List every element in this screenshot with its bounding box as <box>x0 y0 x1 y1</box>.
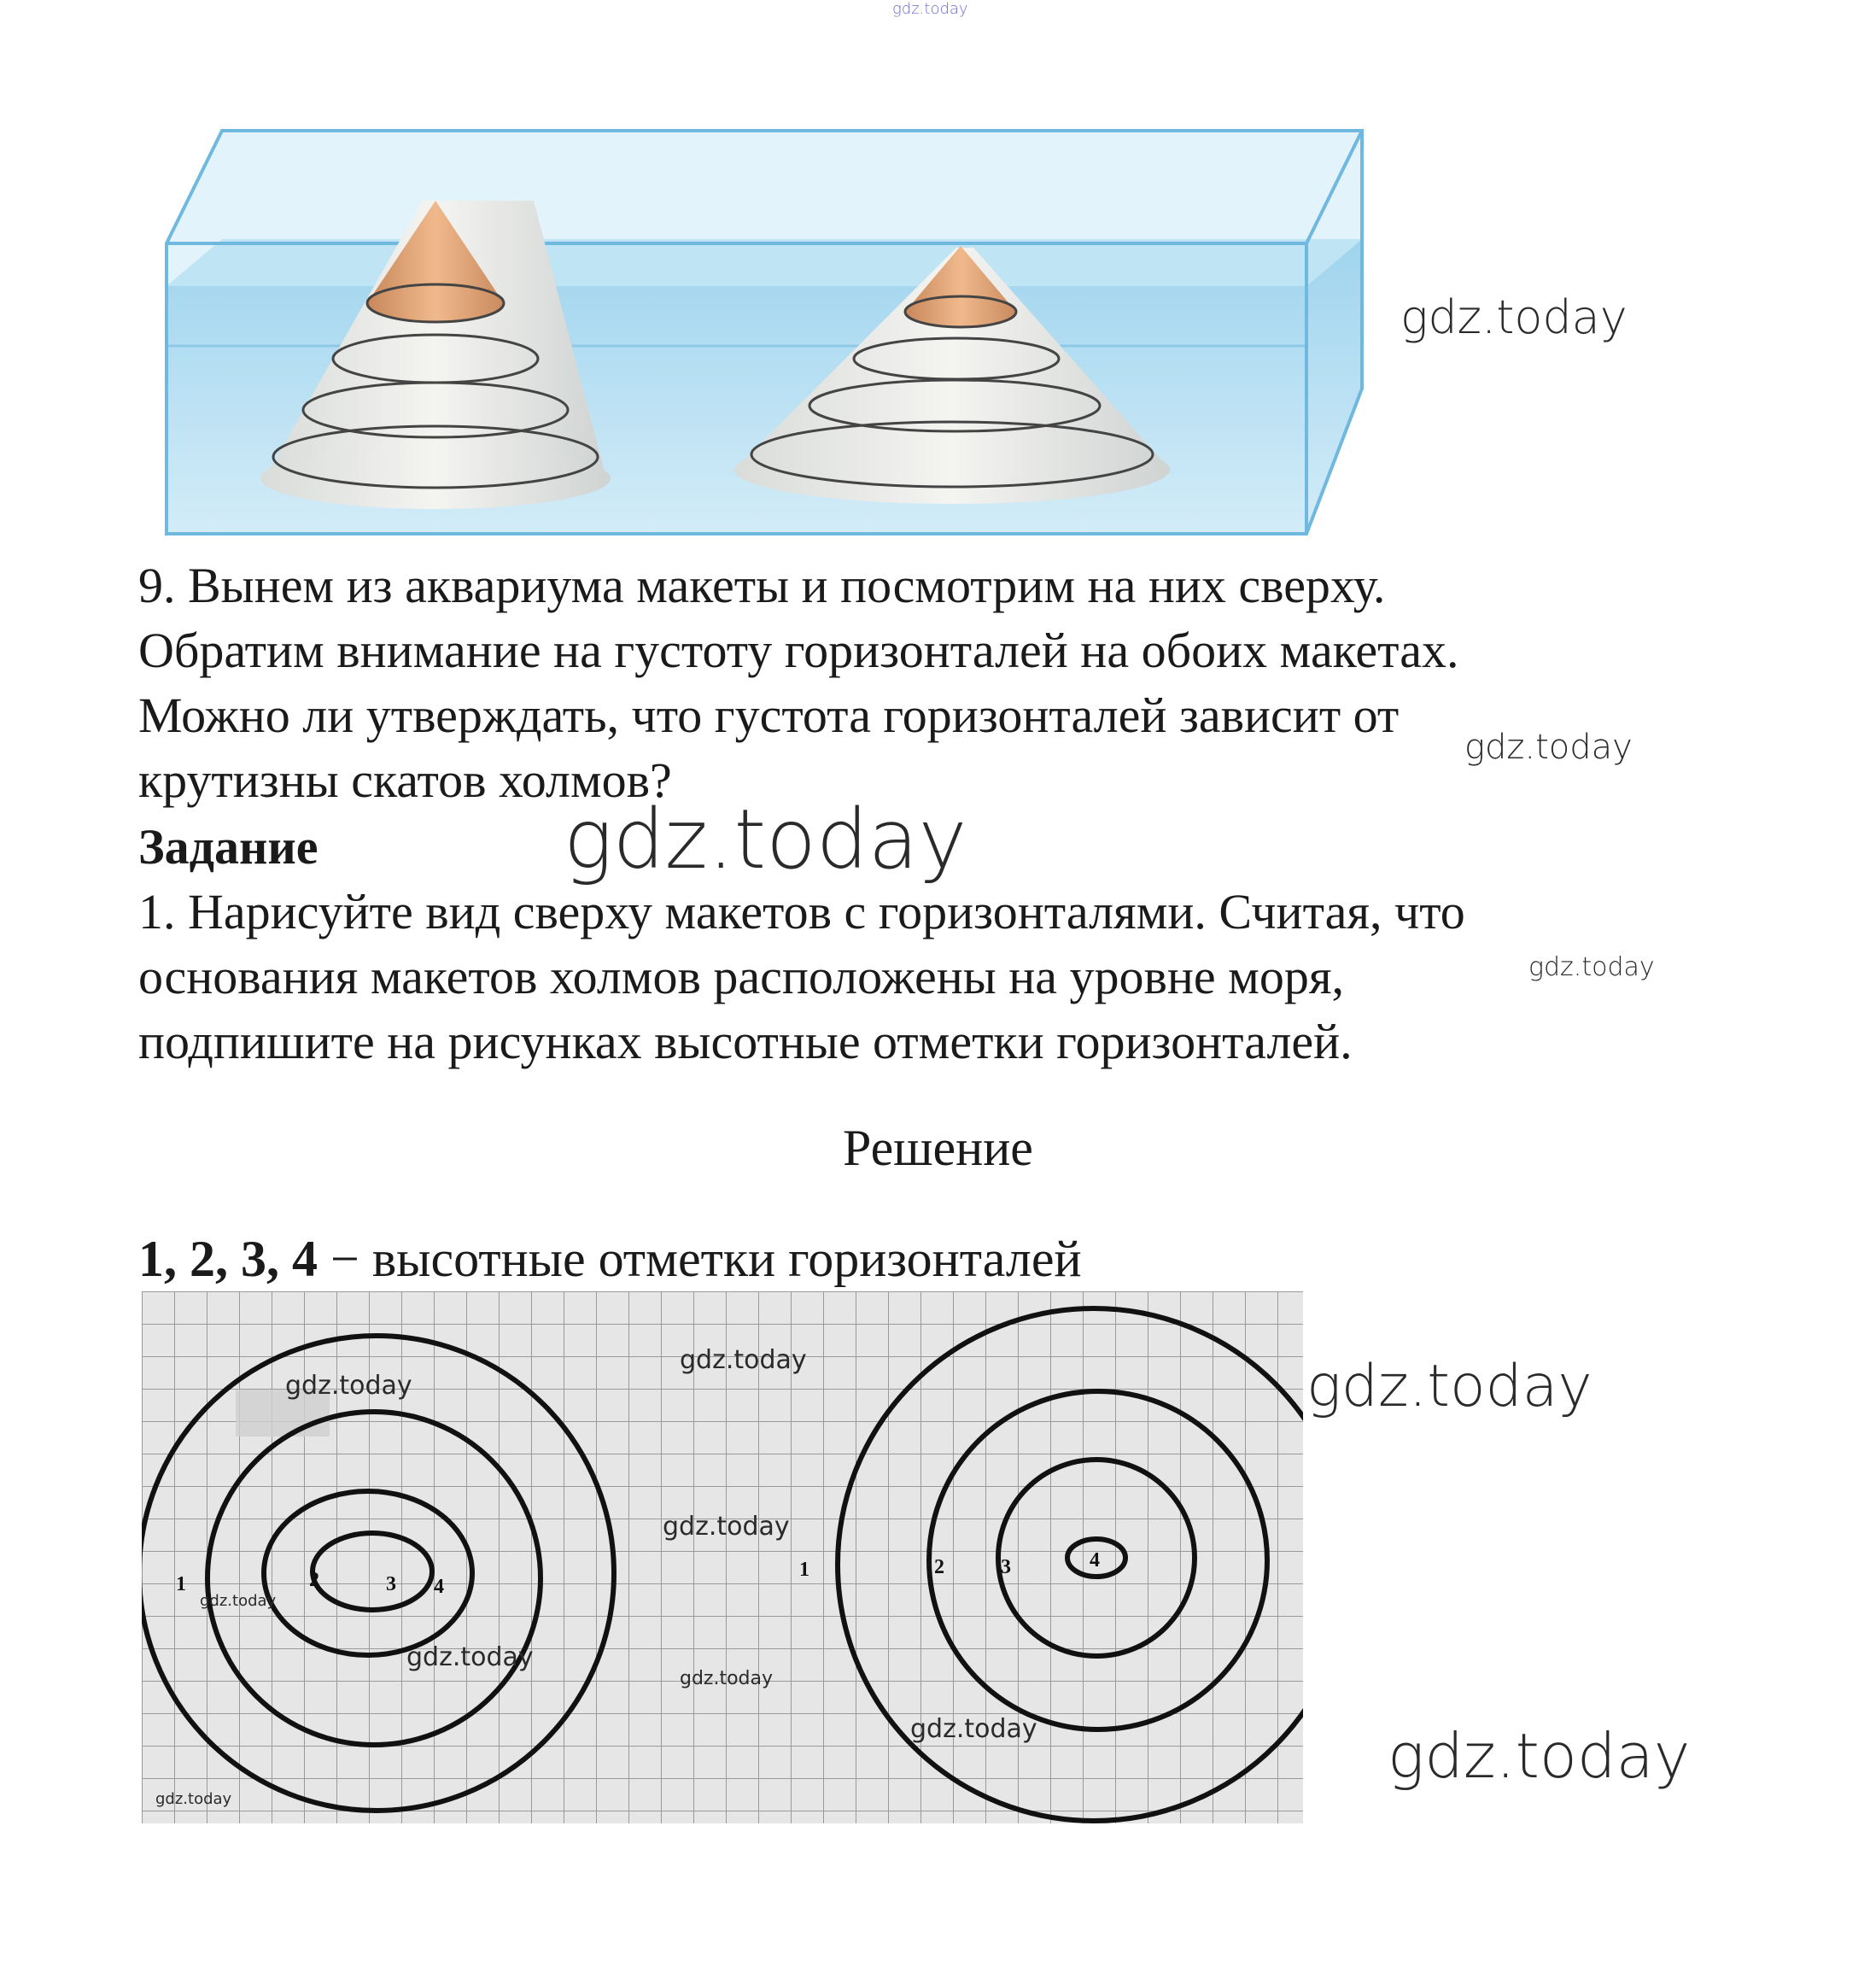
map-watermark: gdz.today <box>680 1345 807 1375</box>
right-contour-label-1: 1 <box>799 1559 809 1581</box>
map-watermark: gdz.today <box>663 1512 790 1542</box>
aquarium-illustration <box>154 120 1383 547</box>
solution-legend <box>138 1230 1082 1289</box>
question-line: 9. Вынем из аквариума макеты и посмотрим на них сверху. <box>138 558 1386 613</box>
watermark: gdz.today <box>1464 728 1633 767</box>
map-watermark: gdz.today <box>680 1668 774 1689</box>
instruction-line: основания макетов холмов расположены на уровне моря, <box>138 949 1345 1004</box>
instruction-line: подпишите на рисунках высотные отметки горизонталей. <box>138 1014 1353 1069</box>
solution-title: Решение <box>843 1120 1033 1176</box>
question-line: Можно ли утверждать, что густота горизонталей зависит от <box>138 688 1400 743</box>
watermark: gdz.today <box>1306 1353 1593 1420</box>
map-watermark: gdz.today <box>200 1592 277 1610</box>
watermark: gdz.today <box>1400 290 1628 344</box>
question-line: крутизны скатов холмов? <box>138 752 672 808</box>
left-contour-label-1: 1 <box>176 1573 186 1595</box>
left-contour-label-2: 2 <box>309 1569 319 1591</box>
task-instruction <box>138 880 1465 1074</box>
map-watermark: gdz.today <box>285 1371 412 1401</box>
legend-text: − высотные отметки горизонталей <box>318 1231 1082 1287</box>
watermark: gdz.today <box>1388 1720 1691 1792</box>
map-watermark: gdz.today <box>155 1790 232 1808</box>
instruction-line: 1. Нарисуйте вид сверху макетов с горизонталями. Считая, что <box>138 884 1465 939</box>
map-watermark: gdz.today <box>910 1714 1037 1744</box>
watermark: gdz.today <box>564 792 967 887</box>
right-contour-label-2: 2 <box>934 1556 944 1578</box>
watermark: gdz.today <box>1528 952 1655 982</box>
task-heading: Задание <box>138 819 319 875</box>
right-contour-label-3: 3 <box>1001 1556 1011 1578</box>
left-contour-label-3: 3 <box>386 1573 396 1595</box>
task-question <box>138 553 1458 813</box>
legend-numbers: 1, 2, 3, 4 <box>138 1231 318 1287</box>
watermark-top: gdz.today <box>892 0 968 18</box>
left-contour-label-4: 4 <box>434 1576 444 1598</box>
question-line: Обратим внимание на густоту горизонталей на обоих макетах. <box>138 623 1459 678</box>
contour-map <box>142 1291 1303 1823</box>
right-contour-label-4: 4 <box>1090 1549 1100 1571</box>
map-watermark: gdz.today <box>406 1642 534 1672</box>
